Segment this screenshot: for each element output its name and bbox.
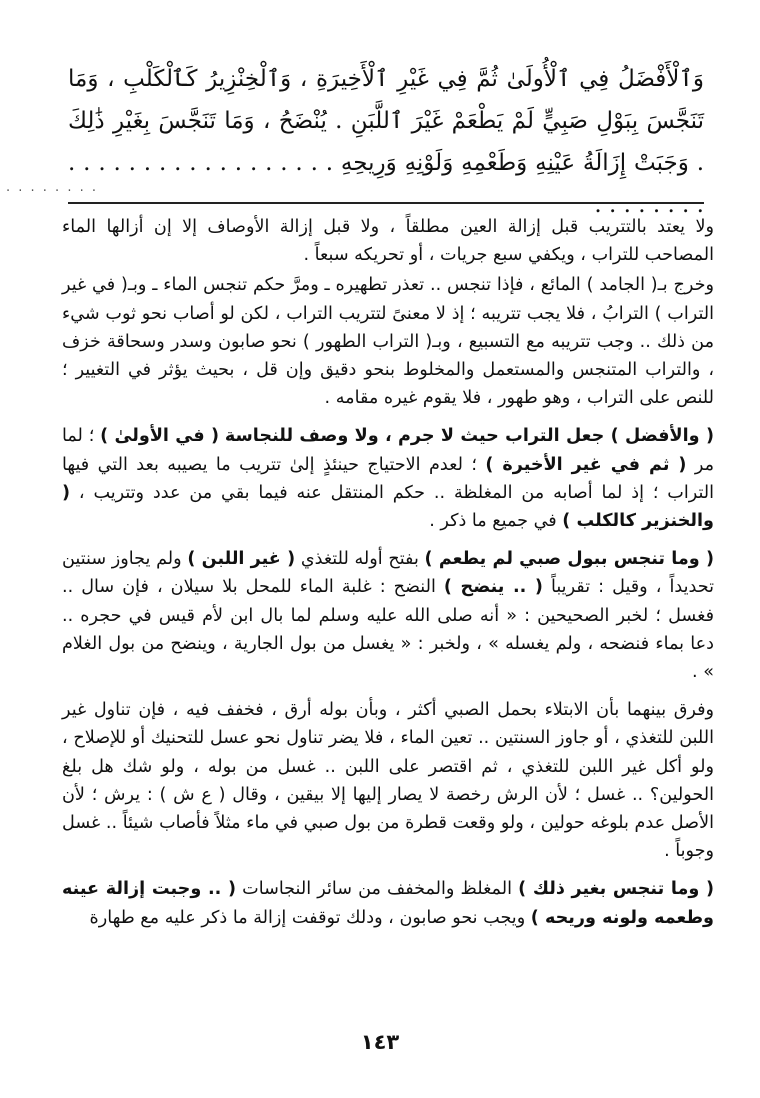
matn-paragraph bbox=[68, 58, 704, 226]
commentary-span: ؛ لعدم الاحتياج حينئذٍ إلىٰ تتريب ما يصيبه بعد التي فيها التراب ؛ إذ لما أصابه من المغلظة .. حكم المنتقل عنه فيما بقي من عدد وتتريب ، bbox=[62, 454, 715, 503]
bold-quote: ( والأفضل ) جعل التراب حيث لا جرم ، ولا وصف للنجاسة bbox=[224, 426, 715, 447]
commentary-paragraph-3 bbox=[62, 422, 714, 535]
matn-dots: . . . . . . . . . . . . . . . . . . . . . . . . . bbox=[68, 150, 704, 218]
commentary-span: بفتح أوله للتغذي bbox=[300, 549, 419, 570]
commentary-span: ويجب نحو صابون ، ودلك توقفت إزالة ما ذكر عليه مع طهارة bbox=[89, 907, 526, 928]
matn-text bbox=[68, 58, 704, 226]
commentary-paragraph-2: وخرج بـ( الجامد ) المائع ، فإذا تنجس .. تعذر تطهيره ـ ومرَّ حكم تنجس الماء ـ وبـ( في غير التراب ) الترابُ ، فلا يجب تتريبه ؛ إذ لا معنىً لتتريب التراب ، لكن لو أصاب نحو ثوب شيء من ذلك .. وجب تتريبه مع التسبيع ، وبـ( التراب الطهور ) نحو صابون وسدر وسحاقة خزف ، والتراب المتنجس والمستعمل والمخلوط بنحو دقيق وإن قل ، بحيث يؤثر في التغيير ؛ للنص على التراب ، وهو طهور ، فلا يقوم غيره مقامه . bbox=[62, 275, 714, 409]
matn-text-body: وَٱلْأَفْضَلُ فِي ٱلْأُولَىٰ ثُمَّ فِي غَيْرِ ٱلْأَخِيرَةِ ، وَٱلْخِنْزِيرُ كَٱلْكَلْبِ ، وَمَا تَنَجَّسَ بِبَوْلِ صَبِيٍّ لَمْ يَطْعَمْ غَيْرَ ٱللَّبَنِ . يُنْضَحُ ، وَمَا تَنَجَّسَ بِغَيْرِ ذَٰلِكَ . وَجَبَتْ إِزَالَةُ عَيْنِهِ وَطَعْمِهِ وَلَوْنِهِ وَرِيحِهِ . bbox=[68, 66, 705, 176]
separator-rule bbox=[68, 202, 704, 204]
bold-quote: ( .. وجبت إزالة عينه وطعمه ولونه وريحه ) bbox=[62, 879, 714, 928]
bold-quote: ( في الأولىٰ ) bbox=[100, 426, 220, 447]
commentary-paragraph-5: وفرق بينهما بأن الابتلاء بحمل الصبي أكثر ، وبأن بوله أرق ، فخفف فيه ، فإن تناول غير اللبن للتغذي ، أو جاوز السنتين .. تعين الماء ، فلا يضر تناول نحو عسل للتحنيك أو للإصلاح ، ولو أكل غير اللبن للتغذي ، ثم اقتصر على اللبن .. غسل من بوله ، ولو شك هل بلغ الحولين؟ .. غسل ؛ لأن الرش رخصة لا يصار إليها إلا بيقين ، وقال ( ع ش ) : يرش ؛ لأن الأصل عدم بلوغه حولين ، ولو وقعت قطرة من بول صبي في ماء مثلاً فأصاب شيئاً .. غسل وجوباً . bbox=[62, 700, 714, 862]
margin-dots: . . . . . . . . bbox=[6, 180, 98, 195]
bold-quote: ( ثم في غير الأخيرة ) bbox=[485, 454, 687, 475]
commentary-span: ؛ لما مر bbox=[62, 426, 714, 475]
commentary-span: ولم يجاوز سنتين تحديداً ، وقيل : تقريباً bbox=[62, 549, 714, 598]
commentary-paragraph-1: ولا يعتد بالتتريب قبل إزالة العين مطلقاً ، ولا قبل إزالة الأوصاف إلا إن أزالها الماء المصاحب للتراب ، ويكفي سبع جريات ، أو تحريكه سبعاً . bbox=[62, 217, 714, 266]
bold-quote: ( .. ينضح ) bbox=[443, 577, 543, 598]
commentary-span: في جميع ما ذكر . bbox=[429, 511, 557, 532]
bold-quote: ( غير اللبن ) bbox=[187, 549, 296, 570]
bold-quote: ( وما تنجس بغير ذلك ) bbox=[518, 879, 714, 900]
commentary-paragraph-4 bbox=[62, 545, 714, 686]
commentary-span: المغلظ والمخفف من سائر النجاسات bbox=[242, 879, 512, 900]
commentary-text bbox=[62, 213, 714, 942]
commentary-paragraph-6 bbox=[62, 875, 714, 931]
bold-quote: ( وما تنجس ببول صبي لم يطعم ) bbox=[424, 549, 714, 570]
bold-quote: ( والخنزير كالكلب ) bbox=[62, 482, 714, 532]
page-number: ١٤٣ bbox=[360, 1030, 400, 1054]
commentary-span: النضح : غلبة الماء للمحل بلا سيلان ، فإن سال .. فغسل ؛ لخبر الصحيحين : « أنه صلى الله عليه وسلم لما بال ابن لأم قيس في حجره .. دعا بماء فنضحه ، ولم يغسله » ، ولخبر : « يغسل من بول الجارية ، وينضح من بول الغلام » . bbox=[62, 577, 714, 683]
